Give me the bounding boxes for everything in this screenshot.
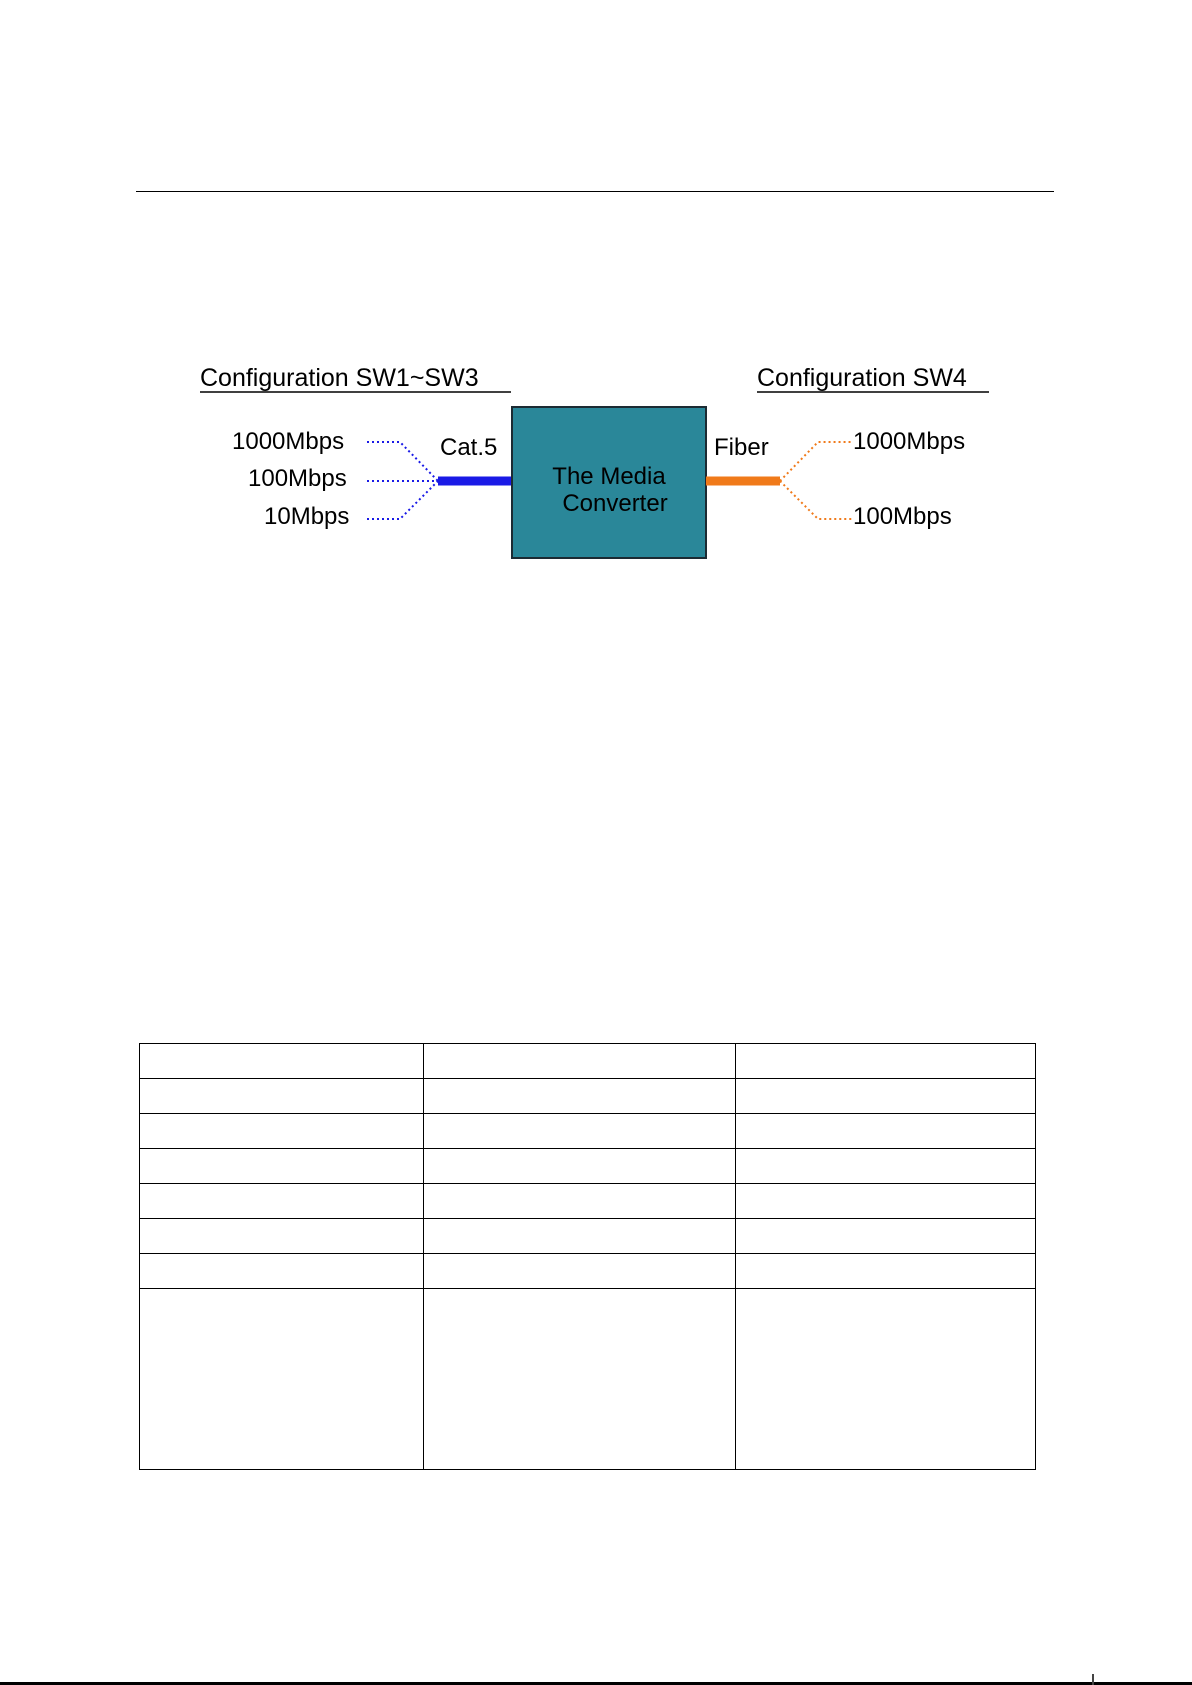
table-cell [424, 1044, 736, 1079]
table-cell [424, 1079, 736, 1114]
table-cell [140, 1184, 424, 1219]
table-cell [424, 1184, 736, 1219]
copper-fan-bottom [367, 481, 438, 519]
table-cell [736, 1254, 1036, 1289]
table-row [140, 1044, 1036, 1079]
table-row [140, 1114, 1036, 1149]
media-converter-diagram [0, 0, 1192, 620]
table-cell [736, 1184, 1036, 1219]
left-speed-1000: 1000Mbps [232, 428, 345, 455]
table-cell [424, 1219, 736, 1254]
table-cell [736, 1289, 1036, 1470]
table-cell [140, 1079, 424, 1114]
table-row [140, 1254, 1036, 1289]
table-cell [736, 1079, 1036, 1114]
table-cell [140, 1219, 424, 1254]
table-cell [424, 1289, 736, 1470]
table-row [140, 1184, 1036, 1219]
converter-label-line1: The Media [552, 463, 666, 490]
table-cell [140, 1044, 424, 1079]
table-cell [140, 1289, 424, 1470]
table-row [140, 1219, 1036, 1254]
specification-table [139, 1043, 1036, 1470]
page-edge-tick [1092, 1674, 1094, 1685]
left-speed-100: 100Mbps [248, 465, 347, 492]
copper-fan-top [367, 442, 438, 481]
table-cell [736, 1219, 1036, 1254]
left-speed-10: 10Mbps [264, 503, 350, 530]
table-cell [424, 1149, 736, 1184]
converter-label-line2: Converter [562, 490, 668, 517]
table-cell [424, 1254, 736, 1289]
table-cell [736, 1114, 1036, 1149]
right-speed-1000: 1000Mbps [853, 428, 966, 455]
table-row [140, 1289, 1036, 1470]
fiber-label: Fiber [714, 434, 769, 461]
fiber-fan-bottom [780, 481, 852, 519]
table-cell [736, 1044, 1036, 1079]
copper-label: Cat.5 [440, 434, 498, 461]
table-row [140, 1149, 1036, 1184]
table-cell [140, 1254, 424, 1289]
right-config-heading: Configuration SW4 [757, 364, 967, 392]
table-cell [736, 1149, 1036, 1184]
table-cell [140, 1149, 424, 1184]
right-speed-100: 100Mbps [853, 503, 952, 530]
table-cell [140, 1114, 424, 1149]
left-config-heading: Configuration SW1~SW3 [200, 364, 479, 392]
table-row [140, 1079, 1036, 1114]
table-cell [424, 1114, 736, 1149]
fiber-fan-top [780, 442, 852, 481]
